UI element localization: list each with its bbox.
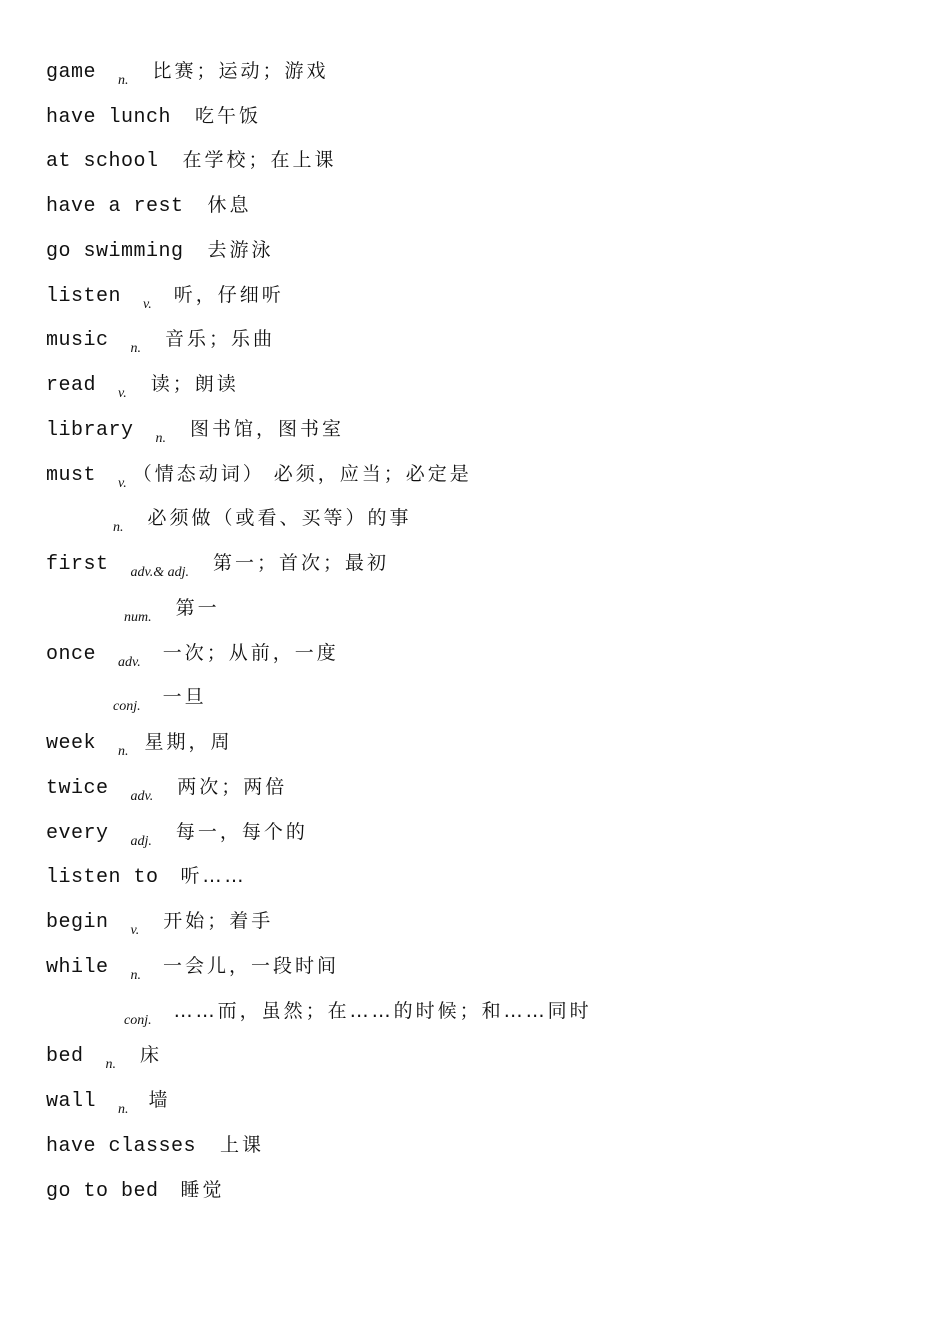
entry-word: every — [46, 822, 109, 845]
entry-meaning: 一会儿，一段时间 — [163, 955, 340, 977]
vocab-entry — [124, 593, 220, 623]
entry-pos: conj. — [124, 1013, 152, 1028]
entry-word: while — [46, 956, 109, 979]
entry-meaning: 上课 — [220, 1134, 265, 1156]
vocab-entry — [46, 414, 344, 444]
entry-meaning: 一旦 — [162, 686, 207, 708]
vocab-entry — [46, 1130, 264, 1160]
entry-meaning: 必须做（或看、买等）的事 — [147, 507, 412, 529]
entry-word: go swimming — [46, 240, 184, 263]
entry-meaning: 去游泳 — [207, 239, 274, 261]
entry-word: week — [46, 732, 97, 755]
entry-word: at school — [46, 150, 159, 173]
vocab-entry — [46, 817, 308, 847]
vocab-entry — [46, 459, 472, 489]
entry-pos: n. — [105, 1057, 117, 1072]
entry-pos: num. — [124, 610, 152, 625]
entry-pos: adv. — [130, 789, 154, 804]
entry-word: have classes — [46, 1135, 197, 1158]
entry-pos: adv. — [118, 655, 141, 670]
entry-meaning: 星期，周 — [144, 731, 233, 753]
entry-meaning: 音乐；乐曲 — [165, 328, 276, 350]
entry-pos: n. — [118, 73, 129, 88]
entry-word: have lunch — [46, 106, 172, 129]
entry-meaning: 一次；从前，一度 — [162, 642, 339, 664]
entry-word: wall — [46, 1090, 97, 1113]
entry-meaning: 第一；首次；最初 — [212, 552, 389, 574]
vocab-entry — [46, 772, 287, 802]
entry-meaning: 听，仔细听 — [173, 284, 284, 306]
entry-pos: n. — [118, 744, 129, 759]
entry-pos: n. — [118, 1102, 129, 1117]
entry-word: game — [46, 61, 97, 84]
entry-word: once — [46, 643, 97, 666]
entry-pos: n. — [130, 341, 142, 356]
entry-meaning: 休息 — [207, 194, 252, 216]
vocab-entry — [46, 280, 284, 310]
entry-pos: n. — [113, 520, 124, 535]
entry-pos: v. — [118, 386, 127, 401]
vocab-entry — [46, 56, 329, 86]
entry-meaning: 听…… — [180, 865, 247, 887]
entry-word: go to bed — [46, 1180, 159, 1203]
entry-word: music — [46, 329, 109, 352]
entry-meaning: 睡觉 — [180, 1179, 225, 1201]
entry-word: listen — [46, 285, 122, 308]
entry-word: listen to — [46, 866, 159, 889]
vocab-entry — [113, 682, 207, 712]
entry-word: must — [46, 464, 97, 487]
entry-meaning: 墙 — [148, 1089, 171, 1111]
entry-meaning: 图书馆，图书室 — [190, 418, 345, 440]
entry-meaning: 读；朗读 — [150, 373, 239, 395]
entry-meaning: 第一 — [175, 597, 220, 619]
entry-pos: adj. — [130, 834, 152, 849]
entry-word: bed — [46, 1045, 84, 1068]
entry-word: have a rest — [46, 195, 184, 218]
entry-pos: adv.& adj. — [130, 565, 189, 580]
vocab-entry — [46, 324, 275, 354]
vocab-entry — [46, 1040, 162, 1070]
entry-meaning: 床 — [140, 1044, 163, 1066]
vocab-entry — [46, 638, 339, 668]
vocab-entry — [46, 190, 252, 220]
vocab-entry — [46, 1175, 225, 1205]
vocab-entry — [124, 996, 592, 1026]
entry-pos: n. — [130, 968, 142, 983]
entry-word: first — [46, 553, 109, 576]
entry-meaning: 每一，每个的 — [175, 821, 308, 843]
entry-meaning: 两次；两倍 — [177, 776, 288, 798]
vocab-entry — [46, 369, 239, 399]
vocab-entry — [46, 1085, 171, 1115]
vocab-entry — [46, 861, 247, 891]
entry-meaning: （情态动词） 必须，应当；必定是 — [132, 463, 472, 485]
entry-meaning: 在学校；在上课 — [182, 149, 337, 171]
entry-word: library — [46, 419, 134, 442]
vocab-entry — [46, 951, 339, 981]
entry-pos: n. — [155, 431, 167, 446]
entry-pos: v. — [143, 297, 152, 312]
entry-pos: v. — [130, 923, 140, 938]
vocab-entry — [46, 235, 274, 265]
entry-pos: v. — [118, 476, 127, 491]
entry-word: begin — [46, 911, 109, 934]
entry-word: read — [46, 374, 97, 397]
vocab-entry — [46, 548, 389, 578]
entry-word: twice — [46, 777, 109, 800]
vocab-entry — [113, 503, 412, 533]
vocab-entry — [46, 727, 233, 757]
entry-meaning: 开始；着手 — [163, 910, 274, 932]
entry-pos: conj. — [113, 699, 141, 714]
entry-meaning: ……而，虽然；在……的时候；和……同时 — [173, 1000, 592, 1022]
entry-meaning: 比赛；运动；游戏 — [152, 60, 329, 82]
vocab-entry — [46, 145, 337, 175]
vocab-entry — [46, 906, 273, 936]
entry-meaning: 吃午饭 — [195, 105, 262, 127]
vocab-entry — [46, 101, 261, 131]
